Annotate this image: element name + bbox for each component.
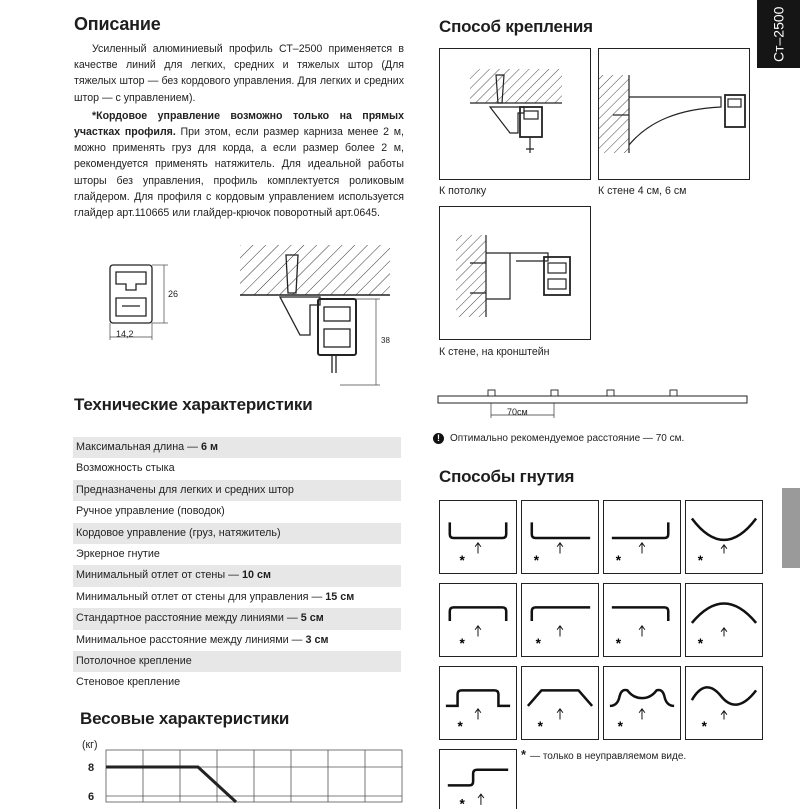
side-tab	[757, 0, 800, 68]
spec-row: Предназначены для легких и средних штор	[73, 480, 401, 501]
spec-row: Кордовое управление (груз, натяжитель)	[73, 523, 401, 544]
side-marker	[782, 488, 800, 568]
side-tab-label: Ст–2500	[770, 6, 787, 62]
bending-legend	[521, 747, 686, 762]
legend-star: *	[521, 747, 527, 762]
specs-table	[73, 437, 401, 694]
spec-row: Потолочное крепление	[73, 651, 401, 672]
bend-star: *	[617, 719, 623, 735]
description-paragraph-2	[74, 108, 404, 221]
legend-text: — только в неуправляемом виде.	[530, 751, 687, 762]
bend-star: *	[697, 636, 704, 652]
bend-option	[439, 666, 517, 740]
info-icon: !	[433, 433, 444, 444]
bend-option	[685, 500, 763, 574]
spec-row: Ручное управление (поводок)	[76, 505, 225, 518]
spacing-label: 70см	[507, 407, 528, 417]
bend-option	[603, 500, 681, 574]
weight-chart	[106, 750, 406, 800]
spec-row: Стандартное расстояние между линиями — 5 см	[73, 608, 401, 629]
weight-y-tick: 8	[88, 762, 95, 774]
bend-option	[521, 500, 599, 574]
bend-star: *	[535, 636, 541, 652]
mount-ceiling-box	[439, 48, 591, 180]
ceiling-mount-drawing	[240, 245, 390, 390]
bend-option	[685, 583, 763, 657]
profile-section-drawing	[100, 260, 190, 350]
spec-row: Стеновое крепление	[76, 676, 181, 689]
description-paragraph-1: Усиленный алюминиевый профиль СТ–2500 применяется в качестве линий для легких, средних и тяжелых штор (Для тяжелых штор — без кордового управления. Для легких и средних штор — с управлением).	[74, 43, 404, 104]
bend-star: *	[457, 719, 463, 735]
cord-note-text: При этом, если размер карниза менее 2 м, можно применять груз для корда, а если размер более 2 м, рекомендуется применять натяжитель. Для идеальной работы шторы без управления, профиль комплектуется роликовым глайдером. Для профиля с кордовым управлением используется глайдер арт.110665 или глайдер-крючок поворотный арт.0645.	[74, 126, 404, 220]
bend-option	[439, 500, 517, 574]
bend-option	[603, 666, 681, 740]
bend-star: *	[533, 553, 540, 569]
mount-bracket-box	[439, 206, 591, 340]
profile-width-label: 14,2	[116, 329, 134, 339]
bend-star: *	[459, 636, 465, 652]
bend-star: *	[615, 636, 622, 652]
mount-wall-caption: К стене 4 см, 6 см	[598, 185, 687, 197]
mount-height-label: 38	[381, 336, 390, 345]
weight-y-tick: 6	[88, 791, 95, 803]
bend-star: *	[459, 796, 465, 809]
mount-ceiling-illustration	[440, 49, 590, 179]
spacing-diagram	[437, 388, 749, 424]
bend-star: *	[697, 553, 704, 569]
spacing-note-text: Оптимально рекомендуемое расстояние — 70 см.	[450, 433, 685, 444]
mount-bracket-caption: К стене, на кронштейн	[439, 346, 550, 358]
mounting-title: Способ крепления	[439, 17, 593, 36]
spec-row: Минимальное расстояние между линиями — 3 см	[76, 633, 329, 646]
bend-star: *	[537, 719, 543, 735]
spec-row: Минимальный отлет от стены — 10 см	[73, 565, 401, 586]
bending-title: Способы гнутия	[439, 467, 575, 486]
cord-note-bold: *Кордовое управление возможно только на прямых участках профиля.	[74, 109, 404, 139]
spec-row: Возможность стыка	[76, 462, 175, 475]
spec-row: Максимальная длина — 6 м	[73, 437, 401, 458]
weight-title: Весовые характеристики	[80, 709, 290, 728]
description-text	[74, 41, 404, 221]
bend-option	[439, 583, 517, 657]
weight-unit: (кг)	[82, 739, 98, 751]
mount-wall-illustration	[599, 49, 749, 179]
specs-title: Технические характеристики	[74, 395, 313, 414]
bend-option	[439, 749, 517, 809]
spacing-note	[433, 433, 684, 444]
spec-row: Эркерное гнутие	[76, 547, 160, 560]
mount-ceiling-caption: К потолку	[439, 185, 487, 197]
mount-bracket-illustration	[440, 207, 590, 339]
bend-star: *	[615, 553, 622, 569]
bend-star: *	[459, 553, 465, 569]
bend-star: *	[701, 719, 707, 735]
mount-wall-box	[598, 48, 750, 180]
bend-option	[521, 666, 599, 740]
bend-option	[603, 583, 681, 657]
description-title: Описание	[74, 14, 161, 34]
bend-option	[521, 583, 599, 657]
bend-option	[685, 666, 763, 740]
profile-height-label: 26	[168, 289, 179, 299]
spec-row: Минимальный отлет от стены для управления — 15 см	[76, 590, 355, 603]
